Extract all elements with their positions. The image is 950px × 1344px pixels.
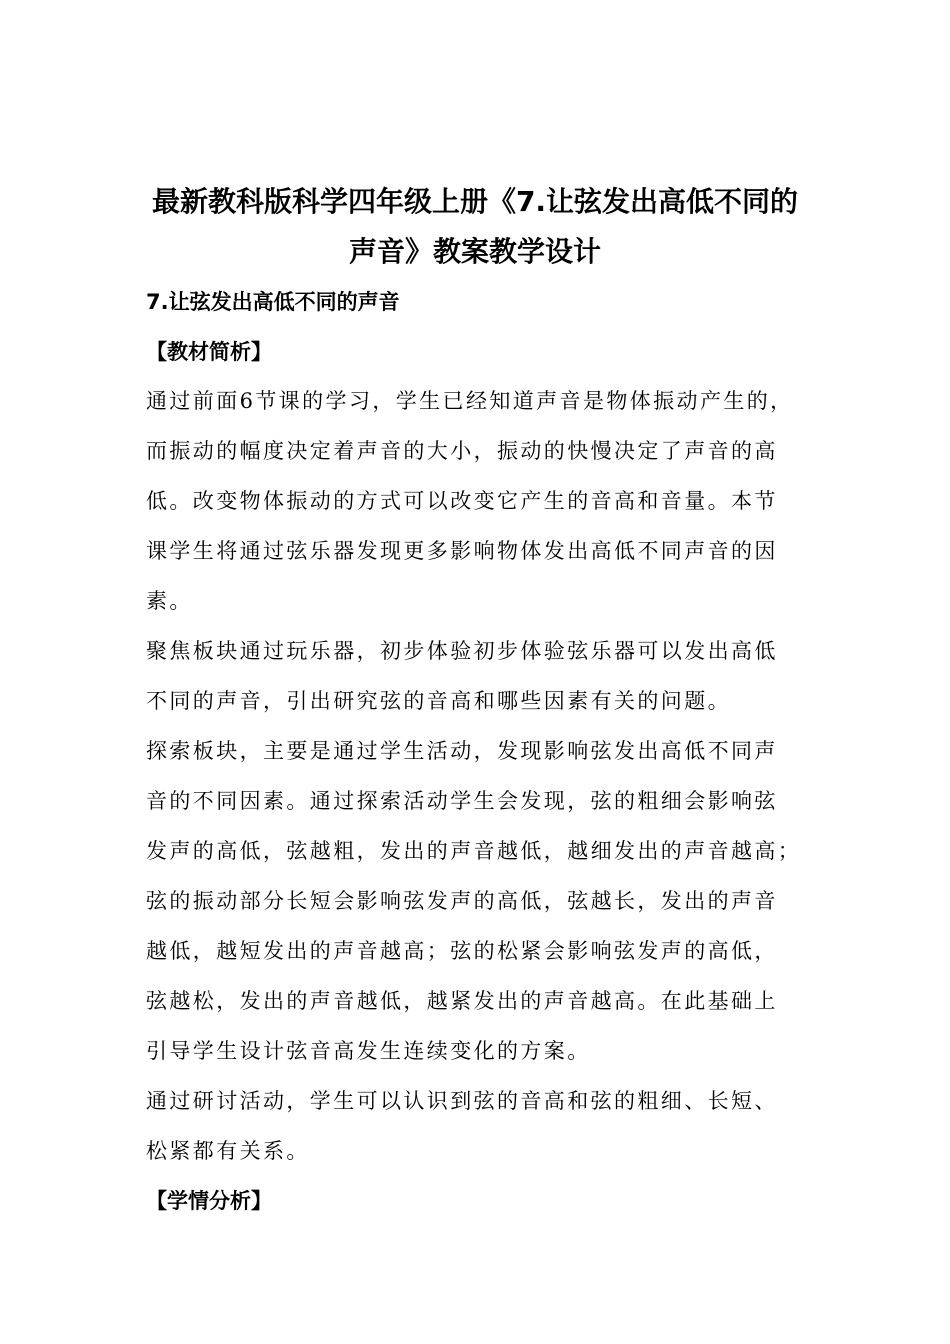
section-heading-student-analysis: 【学情分析】 bbox=[146, 1189, 272, 1213]
paragraph-line: 聚焦板块通过玩乐器，初步体验初步体验弦乐器可以发出高低 bbox=[146, 639, 778, 663]
paragraph-line: 越低，越短发出的声音越高；弦的松紧会影响弦发声的高低， bbox=[146, 939, 778, 963]
paragraph-line: 而振动的幅度决定着声音的大小，振动的快慢决定了声音的高 bbox=[146, 439, 778, 463]
paragraph-line: 通过研讨活动，学生可以认识到弦的音高和弦的粗细、长短、 bbox=[146, 1089, 778, 1113]
paragraph-line: 弦的振动部分长短会影响弦发声的高低，弦越长，发出的声音 bbox=[146, 889, 778, 913]
paragraph-line: 松紧都有关系。 bbox=[146, 1139, 310, 1163]
paragraph-line: 课学生将通过弦乐器发现更多影响物体发出高低不同声音的因 bbox=[146, 539, 778, 563]
document-title-line-2: 声音》教案教学设计 bbox=[348, 235, 601, 268]
paragraph-line: 引导学生设计弦音高发生连续变化的方案。 bbox=[146, 1039, 591, 1063]
paragraph-line: 不同的声音，引出研究弦的音高和哪些因素有关的问题。 bbox=[146, 689, 731, 713]
paragraph-line: 低。改变物体振动的方式可以改变它产生的音高和音量。本节 bbox=[146, 489, 778, 513]
paragraph-line: 探索板块，主要是通过学生活动，发现影响弦发出高低不同声 bbox=[146, 739, 778, 763]
paragraph-line: 素。 bbox=[146, 589, 193, 613]
paragraph-line: 弦越松，发出的声音越低，越紧发出的声音越高。在此基础上 bbox=[146, 989, 778, 1013]
paragraph-line: 通过前面6节课的学习，学生已经知道声音是物体振动产生的， bbox=[146, 389, 794, 413]
paragraph-line: 音的不同因素。通过探索活动学生会发现，弦的粗细会影响弦 bbox=[146, 789, 778, 813]
document-title-line-1: 最新教科版科学四年级上册《7.让弦发出高低不同的 bbox=[151, 185, 799, 218]
lesson-heading: 7.让弦发出高低不同的声音 bbox=[146, 290, 400, 314]
section-heading-textbook-analysis: 【教材简析】 bbox=[146, 340, 272, 364]
paragraph-line: 发声的高低，弦越粗，发出的声音越低，越细发出的声音越高； bbox=[146, 839, 802, 863]
